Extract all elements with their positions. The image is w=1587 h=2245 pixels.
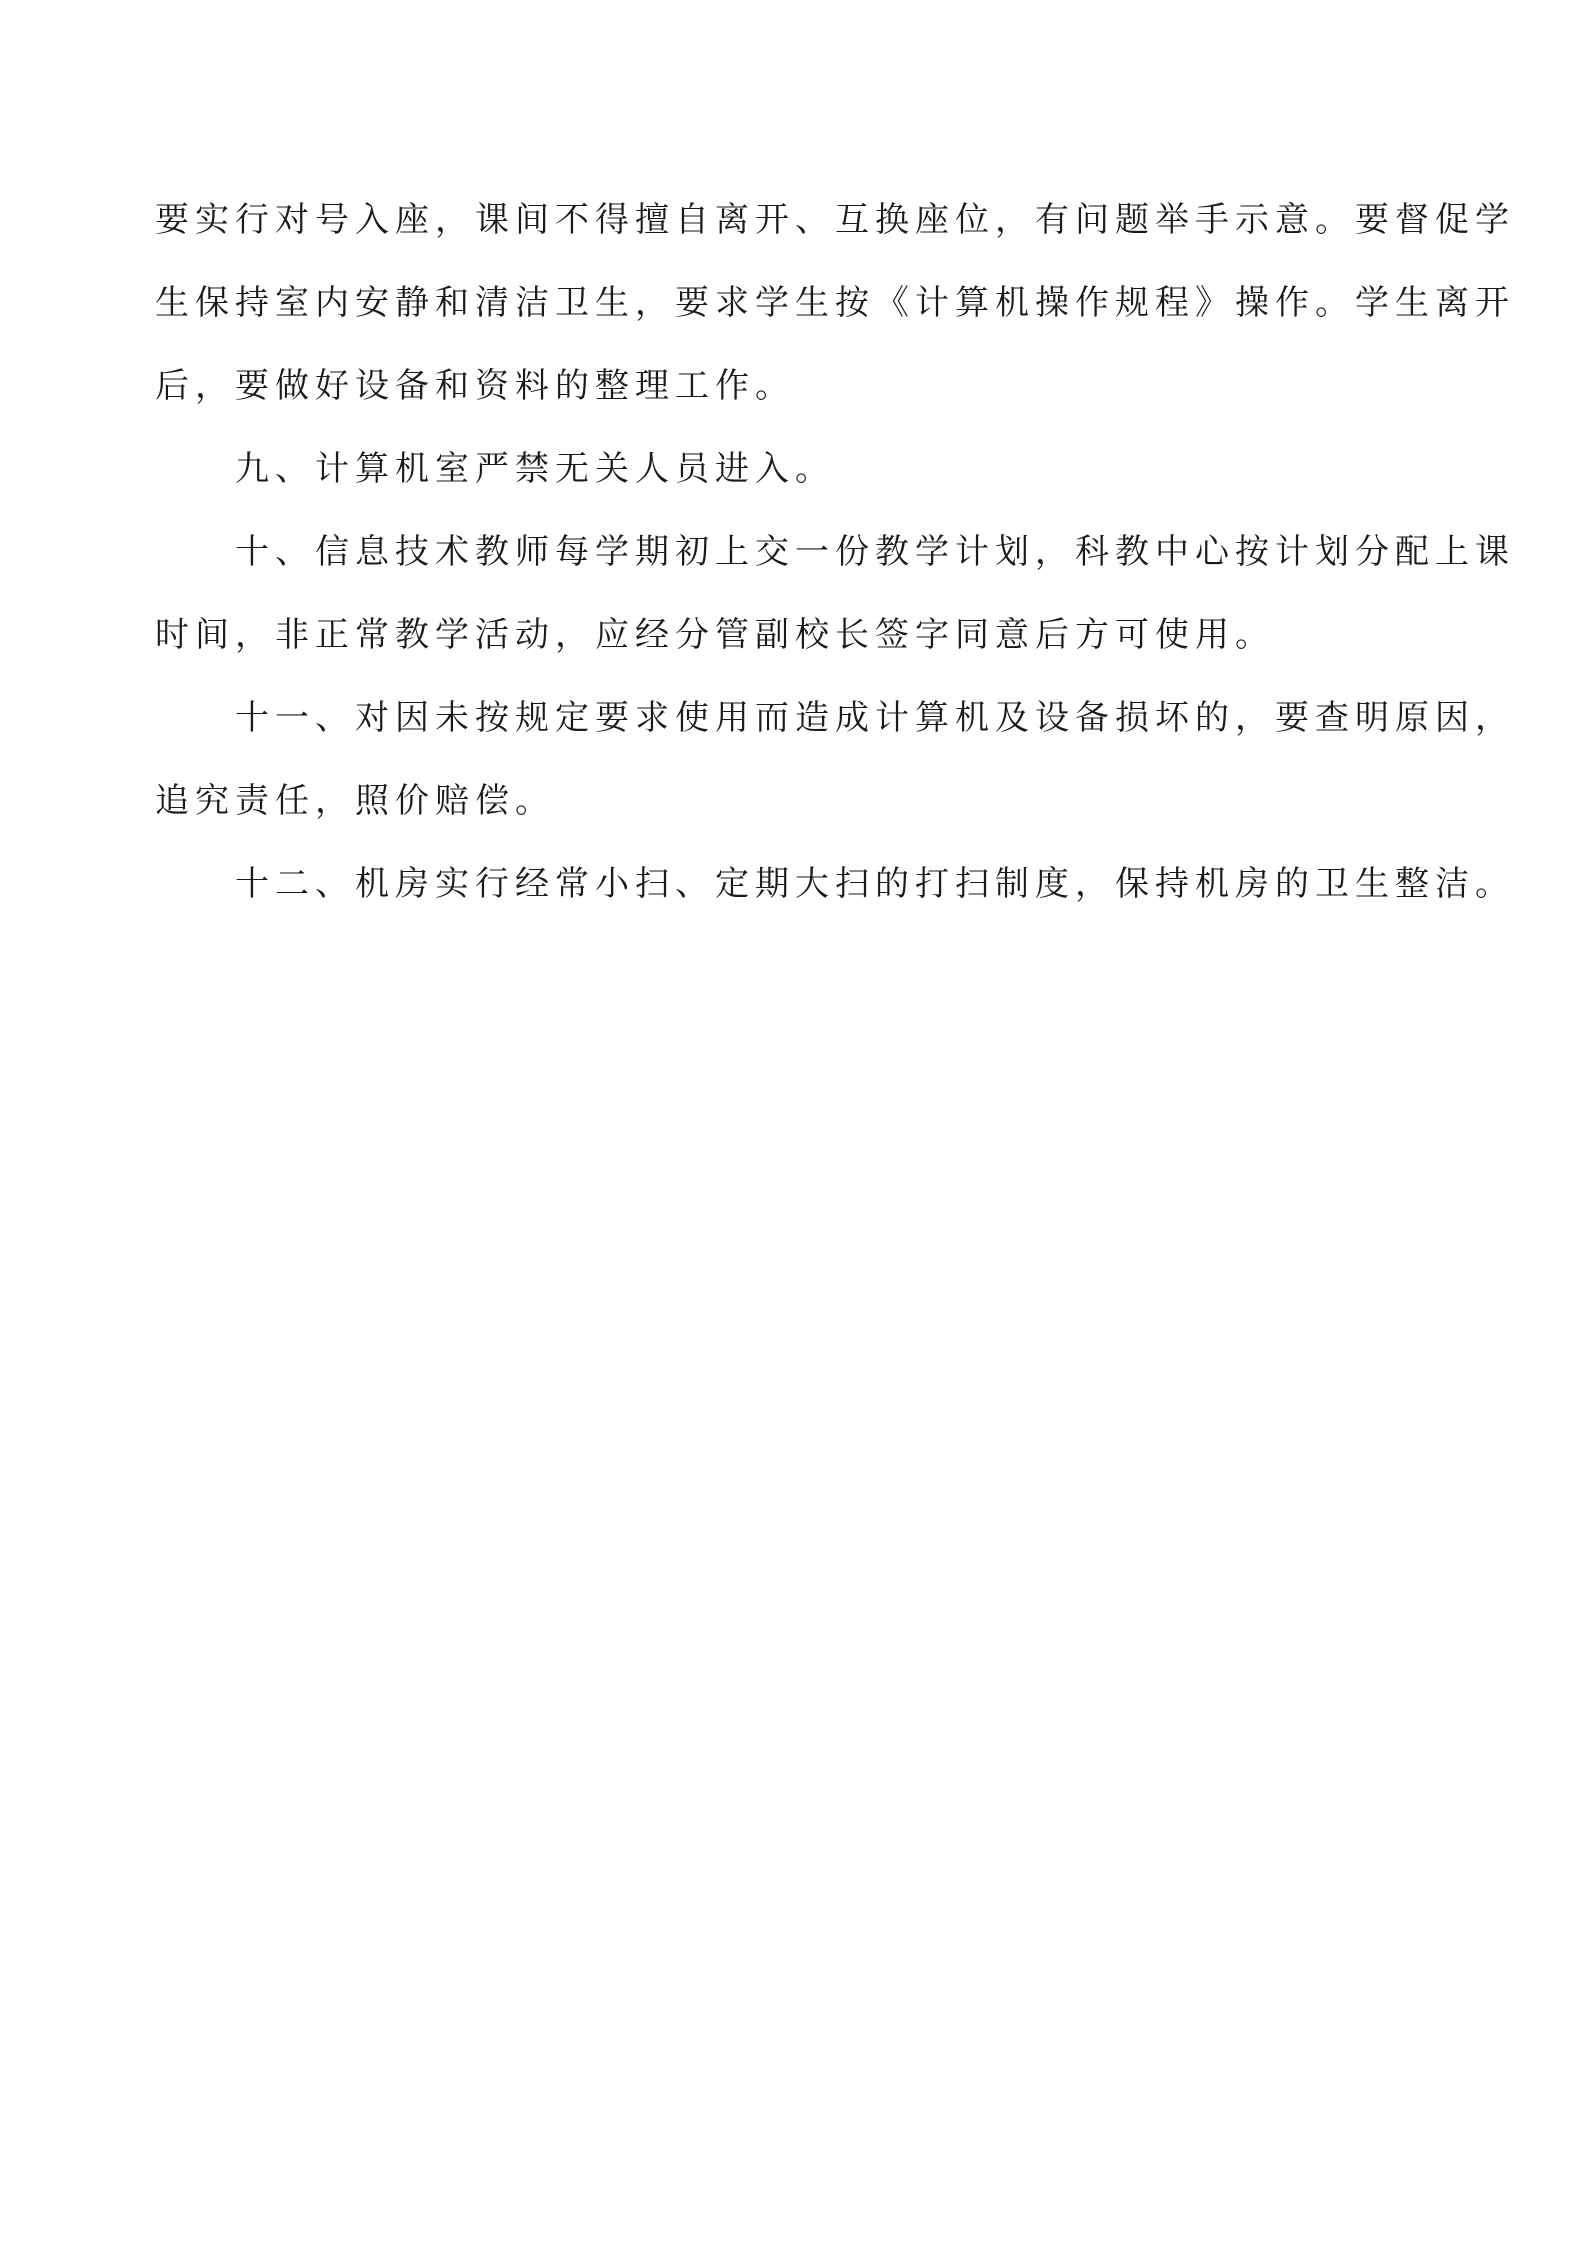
text-line: 十二、机房实行经常小扫、定期大扫的打扫制度，保持机房的卫生整洁。 bbox=[155, 864, 1515, 904]
text-line: 九、计算机室严禁无关人员进入。 bbox=[155, 449, 835, 489]
document-body bbox=[155, 200, 1515, 905]
text-line: 十、信息技术教师每学期初上交一份教学计划，科教中心按计划分配上课 bbox=[155, 532, 1515, 572]
text-line: 时间，非正常教学活动，应经分管副校长签字同意后方可使用。 bbox=[155, 615, 1275, 655]
text-line: 生保持室内安静和清洁卫生，要求学生按《计算机操作规程》操作。学生离开 bbox=[155, 283, 1515, 323]
text-line: 十一、对因未按规定要求使用而造成计算机及设备损坏的，要查明原因， bbox=[155, 698, 1515, 738]
text-line: 要实行对号入座，课间不得擅自离开、互换座位，有问题举手示意。要督促学 bbox=[155, 200, 1515, 240]
text-line: 追究责任，照价赔偿。 bbox=[155, 781, 555, 821]
text-line: 后，要做好设备和资料的整理工作。 bbox=[155, 366, 795, 406]
